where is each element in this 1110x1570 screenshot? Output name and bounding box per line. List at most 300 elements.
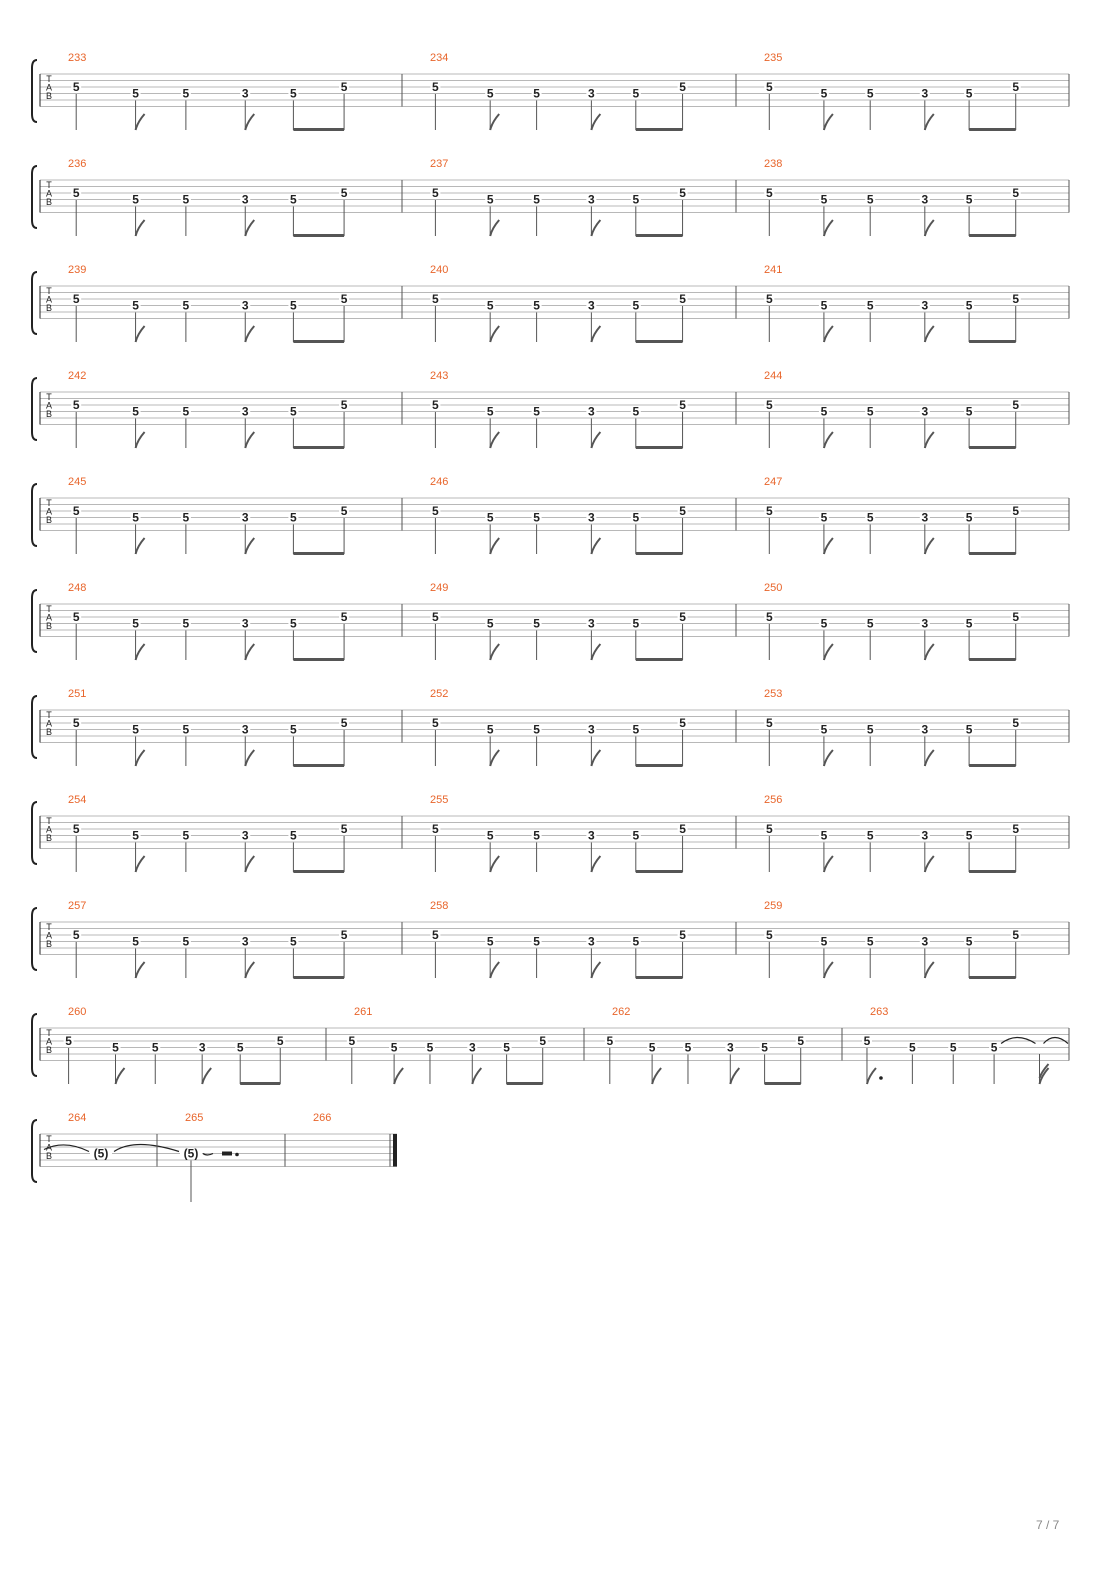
tab-clef-letter: B bbox=[45, 303, 53, 313]
note-flag bbox=[490, 644, 499, 660]
tab-clef-letter: B bbox=[45, 621, 53, 631]
fret-number: 3 bbox=[588, 616, 595, 631]
fret-number: 5 bbox=[632, 510, 640, 525]
fret-number: 5 bbox=[820, 404, 828, 419]
fret-number: 5 bbox=[533, 86, 540, 101]
fret-number: 5 bbox=[533, 934, 540, 949]
system-brace bbox=[32, 696, 37, 758]
fret-number: 5 bbox=[866, 934, 874, 949]
note-beam bbox=[293, 552, 344, 555]
fret-number: 5 bbox=[765, 80, 773, 94]
fret-number: 5 bbox=[965, 86, 973, 101]
fret-number: 5 bbox=[486, 404, 494, 419]
fret-number: 3 bbox=[588, 298, 595, 313]
fret-number: 5 bbox=[112, 1040, 119, 1055]
fret-number: 5 bbox=[684, 1040, 692, 1055]
measure-number: 264 bbox=[68, 1112, 87, 1124]
final-barline-thick bbox=[393, 1134, 397, 1167]
note-flag bbox=[136, 962, 145, 978]
note-beam bbox=[969, 340, 1016, 343]
fret-number: 5 bbox=[632, 934, 640, 949]
fret-number: 5 bbox=[72, 292, 80, 306]
fret-number: 5 bbox=[348, 1034, 356, 1048]
tab-clef-letter: B bbox=[45, 939, 53, 949]
fret-number: 5 bbox=[1012, 186, 1020, 200]
fret-number: 5 bbox=[340, 186, 348, 200]
note-beam bbox=[636, 552, 683, 555]
tab-clef-letter: T bbox=[46, 392, 52, 402]
note-beam bbox=[507, 1082, 543, 1085]
fret-number: 5 bbox=[765, 292, 773, 306]
fret-number: 5 bbox=[965, 510, 973, 525]
system-brace bbox=[32, 802, 37, 864]
fret-number: 5 bbox=[965, 298, 973, 313]
measure-number: 246 bbox=[430, 476, 449, 488]
fret-number: 5 bbox=[909, 1040, 916, 1055]
fret-number: 5 bbox=[761, 1040, 768, 1055]
fret-number: 5 bbox=[432, 292, 439, 306]
fret-number: 5 bbox=[965, 934, 973, 949]
tab-clef-letter: T bbox=[46, 74, 52, 84]
fret-number: 5 bbox=[486, 192, 494, 207]
measure-number: 255 bbox=[430, 794, 449, 806]
note-beam bbox=[293, 764, 344, 767]
measure-number: 234 bbox=[430, 52, 449, 64]
note-flag bbox=[472, 1068, 481, 1084]
note-flag bbox=[824, 750, 833, 766]
note-flag bbox=[591, 432, 600, 448]
fret-number: 5 bbox=[132, 510, 139, 525]
system bbox=[32, 158, 1069, 237]
fret-number: 5 bbox=[679, 928, 686, 942]
note-flag bbox=[925, 856, 934, 872]
note-flag bbox=[490, 432, 499, 448]
note-flag bbox=[490, 326, 499, 342]
note-flag bbox=[824, 326, 833, 342]
note-flag bbox=[925, 432, 934, 448]
fret-number: 5 bbox=[866, 828, 874, 843]
fret-number: 5 bbox=[72, 928, 80, 942]
note-flag bbox=[245, 750, 254, 766]
fret-number: 5 bbox=[432, 928, 439, 942]
fret-number: 5 bbox=[486, 298, 494, 313]
fret-number: 3 bbox=[921, 86, 929, 101]
fret-number: 5 bbox=[797, 1034, 805, 1048]
fret-number: 5 bbox=[65, 1034, 72, 1048]
fret-number: 5 bbox=[340, 610, 348, 624]
note-flag bbox=[245, 220, 254, 236]
note-flag bbox=[824, 856, 833, 872]
note-beam bbox=[969, 976, 1016, 979]
fret-number: 3 bbox=[241, 86, 249, 101]
note-beam bbox=[636, 870, 683, 873]
measure-number: 265 bbox=[185, 1112, 204, 1124]
fret-number: 5 bbox=[632, 722, 640, 737]
note-flag bbox=[245, 856, 254, 872]
fret-number: 5 bbox=[132, 298, 139, 313]
fret-number: 5 bbox=[486, 828, 494, 843]
fret-number: 5 bbox=[132, 934, 139, 949]
fret-number: 5 bbox=[866, 192, 874, 207]
note-beam bbox=[636, 128, 683, 131]
note-flag bbox=[136, 326, 145, 342]
fret-number: 5 bbox=[340, 928, 348, 942]
fret-number: 5 bbox=[765, 504, 773, 518]
fret-number: 5 bbox=[820, 192, 828, 207]
fret-number: 5 bbox=[539, 1034, 547, 1048]
fret-number: 5 bbox=[290, 722, 297, 737]
note-flag bbox=[490, 750, 499, 766]
system bbox=[32, 1006, 1069, 1085]
measure-number: 239 bbox=[68, 264, 87, 276]
fret-number: 5 bbox=[679, 292, 686, 306]
fret-number: 5 bbox=[866, 298, 874, 313]
fret-number: 5 bbox=[72, 398, 80, 412]
note-flag bbox=[202, 1068, 211, 1084]
tab-clef-letter: T bbox=[46, 922, 52, 932]
fret-number: 5 bbox=[533, 192, 540, 207]
tab-clef-letter: T bbox=[46, 498, 52, 508]
fret-number: 5 bbox=[949, 1040, 957, 1055]
fret-number: 5 bbox=[679, 398, 686, 412]
measure-number: 233 bbox=[68, 52, 87, 64]
note-flag bbox=[116, 1068, 125, 1084]
measure-number: 253 bbox=[764, 688, 783, 700]
fret-number: 5 bbox=[432, 610, 439, 624]
fret-number: 5 bbox=[486, 510, 494, 525]
system bbox=[32, 52, 1069, 131]
fret-number: 5 bbox=[820, 510, 828, 525]
measure-number: 254 bbox=[68, 794, 87, 806]
fret-number: 5 bbox=[432, 80, 439, 94]
fret-number: 5 bbox=[132, 86, 139, 101]
note-flag bbox=[824, 114, 833, 130]
fret-number: 5 bbox=[679, 504, 686, 518]
fret-number: 3 bbox=[241, 192, 249, 207]
note-flag bbox=[245, 114, 254, 130]
note-beam bbox=[969, 128, 1016, 131]
fret-number: 5 bbox=[290, 934, 297, 949]
fret-number: 5 bbox=[72, 186, 80, 200]
measure-number: 236 bbox=[68, 158, 87, 170]
measure-number: 247 bbox=[764, 476, 783, 488]
system-brace bbox=[32, 60, 37, 122]
fret-number: 5 bbox=[72, 80, 80, 94]
note-flag bbox=[591, 644, 600, 660]
fret-number: 5 bbox=[432, 822, 439, 836]
note-flag bbox=[136, 538, 145, 554]
fret-number: 5 bbox=[632, 828, 640, 843]
note-beam bbox=[969, 234, 1016, 237]
note-flag bbox=[245, 962, 254, 978]
fret-number: 3 bbox=[588, 510, 595, 525]
fret-number: 5 bbox=[340, 822, 348, 836]
note-flag bbox=[591, 220, 600, 236]
fret-number: 5 bbox=[182, 192, 190, 207]
measure-number: 238 bbox=[764, 158, 783, 170]
fret-number: 3 bbox=[921, 404, 929, 419]
fret-number: 3 bbox=[241, 298, 249, 313]
fret-number: 5 bbox=[290, 404, 297, 419]
tab-clef-letter: A bbox=[45, 294, 53, 305]
fret-number: 5 bbox=[290, 86, 297, 101]
fret-number: 5 bbox=[72, 822, 80, 836]
fret-number: 3 bbox=[921, 616, 929, 631]
fret-number: 3 bbox=[921, 934, 929, 949]
tab-clef-letter: A bbox=[45, 1036, 53, 1047]
system bbox=[32, 582, 1069, 661]
note-flag bbox=[867, 1068, 876, 1084]
note-beam bbox=[293, 340, 344, 343]
tab-clef-letter: T bbox=[46, 1134, 52, 1144]
note-flag bbox=[925, 538, 934, 554]
note-beam bbox=[969, 658, 1016, 661]
fret-number: 5 bbox=[182, 934, 190, 949]
tab-clef-letter: B bbox=[45, 515, 53, 525]
note-beam bbox=[636, 234, 683, 237]
fret-number: (5) bbox=[183, 1146, 199, 1161]
tab-clef-letter: A bbox=[45, 1142, 53, 1153]
tab-clef-letter: B bbox=[45, 1151, 53, 1161]
note-beam bbox=[636, 764, 683, 767]
fret-number: 3 bbox=[588, 934, 595, 949]
note-beam bbox=[636, 658, 683, 661]
tab-clef-letter: T bbox=[46, 180, 52, 190]
fret-number: 5 bbox=[533, 510, 540, 525]
system bbox=[32, 1112, 397, 1202]
note-beam bbox=[293, 870, 344, 873]
fret-number: 5 bbox=[486, 934, 494, 949]
measure-number: 243 bbox=[430, 370, 449, 382]
tab-clef-letter: T bbox=[46, 816, 52, 826]
fret-number: 5 bbox=[863, 1034, 871, 1048]
fret-number: 3 bbox=[241, 828, 249, 843]
tie bbox=[114, 1145, 179, 1152]
fret-number: 3 bbox=[198, 1040, 206, 1055]
system-brace bbox=[32, 908, 37, 970]
fret-number: 5 bbox=[432, 186, 439, 200]
system-brace bbox=[32, 1120, 37, 1182]
fret-number: 5 bbox=[866, 616, 874, 631]
fret-number: 5 bbox=[1012, 716, 1020, 730]
fret-number: 5 bbox=[765, 928, 773, 942]
note-flag bbox=[591, 750, 600, 766]
note-flag bbox=[591, 538, 600, 554]
note-flag bbox=[490, 856, 499, 872]
fret-number: 5 bbox=[765, 398, 773, 412]
fret-number: 5 bbox=[632, 192, 640, 207]
note-flag bbox=[925, 220, 934, 236]
fret-number: 5 bbox=[432, 716, 439, 730]
fret-number: 5 bbox=[632, 298, 640, 313]
tab-clef-letter: T bbox=[46, 286, 52, 296]
fret-number: 5 bbox=[965, 404, 973, 419]
measure-number: 245 bbox=[68, 476, 87, 488]
tab-clef-letter: B bbox=[45, 1045, 53, 1055]
note-flag bbox=[824, 538, 833, 554]
fret-number: 5 bbox=[533, 722, 540, 737]
fret-number: 3 bbox=[588, 192, 595, 207]
note-beam bbox=[293, 976, 344, 979]
measure-number: 262 bbox=[612, 1006, 631, 1018]
note-flag bbox=[136, 432, 145, 448]
fret-number: 5 bbox=[132, 404, 139, 419]
note-flag bbox=[925, 326, 934, 342]
note-flag bbox=[925, 644, 934, 660]
measure-number: 241 bbox=[764, 264, 783, 276]
measure-number: 240 bbox=[430, 264, 449, 276]
note-flag bbox=[136, 856, 145, 872]
fret-number: 5 bbox=[151, 1040, 159, 1055]
tab-clef-letter: T bbox=[46, 1028, 52, 1038]
note-flag bbox=[824, 644, 833, 660]
fret-number: 5 bbox=[290, 828, 297, 843]
fret-number: 3 bbox=[241, 616, 249, 631]
fret-number: 5 bbox=[533, 404, 540, 419]
tab-clef-letter: T bbox=[46, 710, 52, 720]
note-flag bbox=[490, 962, 499, 978]
measure-number: 237 bbox=[430, 158, 449, 170]
system bbox=[32, 688, 1069, 767]
note-beam bbox=[240, 1082, 280, 1085]
fret-number: 5 bbox=[533, 616, 540, 631]
fret-number: 5 bbox=[1012, 80, 1020, 94]
fret-number: 3 bbox=[588, 828, 595, 843]
measure-number: 251 bbox=[68, 688, 87, 700]
fret-number: 5 bbox=[290, 616, 297, 631]
fret-number: 5 bbox=[132, 192, 139, 207]
note-flag bbox=[136, 644, 145, 660]
note-flag bbox=[652, 1068, 661, 1084]
measure-number: 244 bbox=[764, 370, 783, 382]
fret-number: 3 bbox=[921, 192, 929, 207]
note-beam bbox=[636, 976, 683, 979]
fret-number: 5 bbox=[486, 722, 494, 737]
note-flag bbox=[824, 962, 833, 978]
note-beam bbox=[293, 128, 344, 131]
fret-number: 5 bbox=[866, 510, 874, 525]
note-beam bbox=[765, 1082, 801, 1085]
note-flag bbox=[394, 1068, 403, 1084]
measure-number: 252 bbox=[430, 688, 449, 700]
tab-clef-letter: B bbox=[45, 727, 53, 737]
fret-number: 5 bbox=[1012, 610, 1020, 624]
fret-number: 5 bbox=[679, 716, 686, 730]
fret-number: 5 bbox=[1012, 822, 1020, 836]
fret-number: 5 bbox=[1012, 928, 1020, 942]
fret-number: 5 bbox=[866, 86, 874, 101]
half-rest bbox=[222, 1152, 232, 1156]
fret-number: 5 bbox=[340, 398, 348, 412]
fret-number: (5) bbox=[93, 1146, 109, 1161]
system-brace bbox=[32, 378, 37, 440]
note-beam bbox=[969, 870, 1016, 873]
note-beam bbox=[969, 552, 1016, 555]
fret-number: 5 bbox=[990, 1040, 998, 1055]
measure-number: 250 bbox=[764, 582, 783, 594]
note-flag bbox=[824, 220, 833, 236]
fret-number: 5 bbox=[132, 828, 139, 843]
fret-number: 5 bbox=[965, 192, 973, 207]
fret-number: 5 bbox=[486, 616, 494, 631]
fret-number: 5 bbox=[679, 80, 686, 94]
fret-number: 5 bbox=[182, 86, 190, 101]
fret-number: 5 bbox=[632, 616, 640, 631]
fret-number: 5 bbox=[965, 616, 973, 631]
system bbox=[32, 476, 1069, 555]
tab-clef-letter: A bbox=[45, 718, 53, 729]
fret-number: 5 bbox=[182, 722, 190, 737]
system-brace bbox=[32, 590, 37, 652]
measure-number: 249 bbox=[430, 582, 449, 594]
fret-number: 5 bbox=[340, 504, 348, 518]
fret-number: 5 bbox=[340, 292, 348, 306]
fret-number: 5 bbox=[290, 298, 297, 313]
measure-number: 266 bbox=[313, 1112, 332, 1124]
fret-number: 5 bbox=[820, 828, 828, 843]
system bbox=[32, 264, 1069, 343]
fret-number: 5 bbox=[765, 610, 773, 624]
fret-number: 5 bbox=[486, 86, 494, 101]
note-flag bbox=[591, 326, 600, 342]
augmentation-dot bbox=[235, 1153, 239, 1157]
tab-clef-letter: A bbox=[45, 824, 53, 835]
measure-number: 257 bbox=[68, 900, 87, 912]
fret-number: 3 bbox=[241, 404, 249, 419]
fret-number: 5 bbox=[182, 404, 190, 419]
note-flag bbox=[490, 538, 499, 554]
augmentation-dot bbox=[879, 1076, 883, 1080]
measure-number: 235 bbox=[764, 52, 783, 64]
fret-number: 5 bbox=[679, 610, 686, 624]
tab-clef-letter: B bbox=[45, 833, 53, 843]
fret-number: 5 bbox=[72, 716, 80, 730]
system bbox=[32, 900, 1069, 979]
note-flag bbox=[730, 1068, 739, 1084]
fret-number: 5 bbox=[132, 722, 139, 737]
fret-number: 5 bbox=[236, 1040, 244, 1055]
fret-number: 5 bbox=[276, 1034, 284, 1048]
fret-number: 5 bbox=[182, 510, 190, 525]
fret-number: 5 bbox=[632, 404, 640, 419]
note-flag bbox=[591, 114, 600, 130]
fret-number: 5 bbox=[866, 722, 874, 737]
fret-number: 5 bbox=[820, 616, 828, 631]
fret-number: 5 bbox=[820, 86, 828, 101]
note-beam bbox=[293, 446, 344, 449]
fret-number: 3 bbox=[921, 828, 929, 843]
fret-number: 3 bbox=[241, 934, 249, 949]
fret-number: 5 bbox=[426, 1040, 434, 1055]
note-flag bbox=[925, 962, 934, 978]
fret-number: 3 bbox=[588, 722, 595, 737]
fret-number: 5 bbox=[632, 86, 640, 101]
fret-number: 5 bbox=[679, 822, 686, 836]
fret-number: 3 bbox=[921, 298, 929, 313]
fret-number: 5 bbox=[606, 1034, 614, 1048]
measure-number: 259 bbox=[764, 900, 783, 912]
fret-number: 5 bbox=[132, 616, 139, 631]
system bbox=[32, 370, 1069, 449]
fret-number: 3 bbox=[588, 86, 595, 101]
system-brace bbox=[32, 484, 37, 546]
fret-number: 5 bbox=[533, 298, 540, 313]
tab-clef-letter: A bbox=[45, 506, 53, 517]
fret-number: 5 bbox=[820, 934, 828, 949]
tab-clef-letter: A bbox=[45, 930, 53, 941]
system-brace bbox=[32, 272, 37, 334]
note-flag bbox=[245, 432, 254, 448]
